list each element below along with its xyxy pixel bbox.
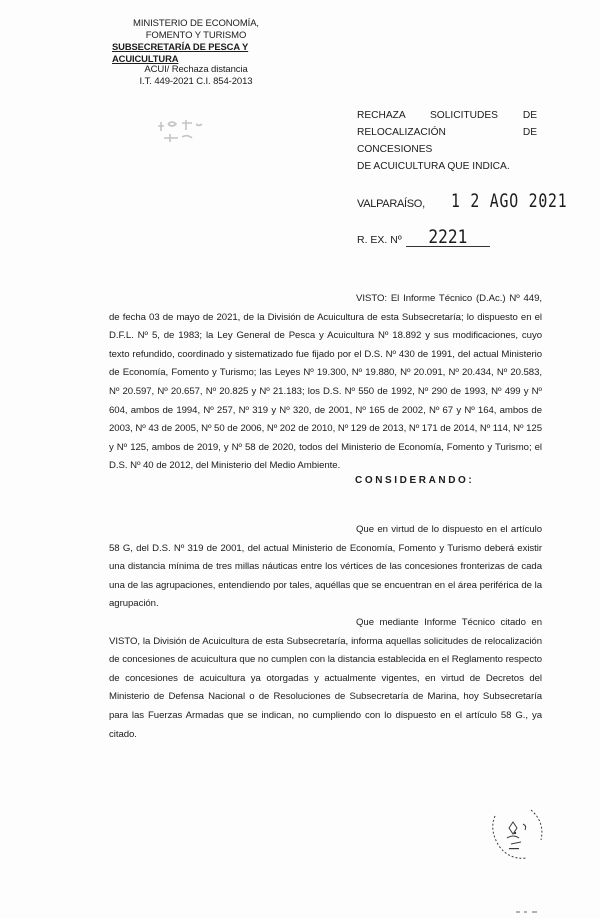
visto-text: VISTO: El Informe Técnico (D.Ac.) Nº 449, de fecha 03 de mayo de 2021, de la División de Acuicultura de esta Subsecretaría; lo dispuesto en el D.F.L. Nº 5, de 1983; la Ley General de Pesca y Acuicultura Nº 18.892 y sus modificaciones, cuyo texto refundido, coordinado y sistematizado fue fijado por el D.S. Nº 430 de 1991, del actual Ministerio de Economía, Fomento y Turismo; las Leyes Nº 19.300, Nº 19.880, Nº 20.091, Nº 20.434, Nº 20.583, Nº 20.597, Nº 20.657, Nº 20.825 y Nº 21.183; los D.S. Nº 550 de 1992, Nº 290 de 1993, Nº 499 y Nº 604, ambos de 1994, Nº 257, Nº 319 y Nº 320, de 2001, Nº 165 de 2002, Nº 67 y Nº 164, ambos de 2003, Nº 43 de 2005, Nº 50 de 2006, Nº 202 de 2010, Nº 129 de 2013, Nº 171 de 2014, Nº 114, Nº 125 y Nº 125, ambos de 2019, y Nº 58 de 2020, todos del Ministerio de Economía, Fomento y Turismo; el D.S. Nº 40 de 2012, del Ministerio del Medio Ambiente. — [109, 293, 542, 472]
official-stamp-icon — [487, 804, 547, 862]
subject-line: RECHAZA SOLICITUDES DE — [357, 110, 537, 121]
ministry-line-2: FOMENTO Y TURISMO — [145, 29, 247, 41]
letterhead — [112, 18, 312, 88]
ministry-line: MINISTERIO DE ECONOMÍA, — [133, 18, 259, 29]
place: VALPARAÍSO, — [357, 198, 425, 210]
visto-paragraph — [109, 290, 542, 476]
reference-line: ACUI/ Rechaza distancia — [144, 64, 248, 76]
considerando-heading: CONSIDERANDO: — [355, 475, 475, 486]
resolution-label: R. EX. Nº — [357, 234, 402, 246]
reference-codes: I.T. 449-2021 C.I. 854-2013 — [139, 75, 253, 87]
considerando-paragraph-1 — [109, 521, 542, 614]
undersecretariat-line: SUBSECRETARÍA DE PESCA Y ACUICULTURA — [112, 41, 249, 64]
faded-seal-icon — [152, 116, 212, 148]
place-date-line — [357, 190, 600, 212]
considerando-text-2: Que mediante Informe Técnico citado en VISTO, la División de Acuicultura de esta Subsecretaría, informa aquellas solicitudes de relocalización de concesiones de acuicultura que no cumplen con la distancia establecida en el Reglamento respecto de concesiones de acuicultura ya otorgadas y actualmente vigentes, en virtud de Decretos del Ministerio de Defensa Nacional o de Resoluciones de Subsecretaría de Marina, hoy Subsecretaría para las Fuerzas Armadas que se indican, no cumpliendo con lo dispuesto en el artículo 58 G., ya citado. — [109, 617, 542, 740]
date-stamp: 1 2 AGO 2021 — [450, 190, 568, 212]
considerando-text-1: Que en virtud de lo dispuesto en el artículo 58 G, del D.S. Nº 319 de 2001, del actual Ministerio de Economía, Fomento y Turismo deberá existir una distancia mínima de tres millas náuticas entre los vértices de las concesiones fronterizas de cada una de las agrupaciones, entendiendo por tales, aquéllas que se encuentran en el área periférica de la agrupación. — [109, 524, 542, 610]
resolution-number-field — [406, 228, 490, 247]
subject-block — [357, 107, 537, 175]
resolution-number-line — [357, 228, 490, 247]
subject-line: DE ACUICULTURA QUE INDICA. — [357, 161, 510, 172]
resolution-number: 2221 — [428, 226, 468, 248]
subject-line: RELOCALIZACIÓN DE CONCESIONES — [357, 127, 537, 155]
page-edge-mark — [514, 906, 544, 916]
considerando-paragraph-2 — [109, 614, 542, 744]
